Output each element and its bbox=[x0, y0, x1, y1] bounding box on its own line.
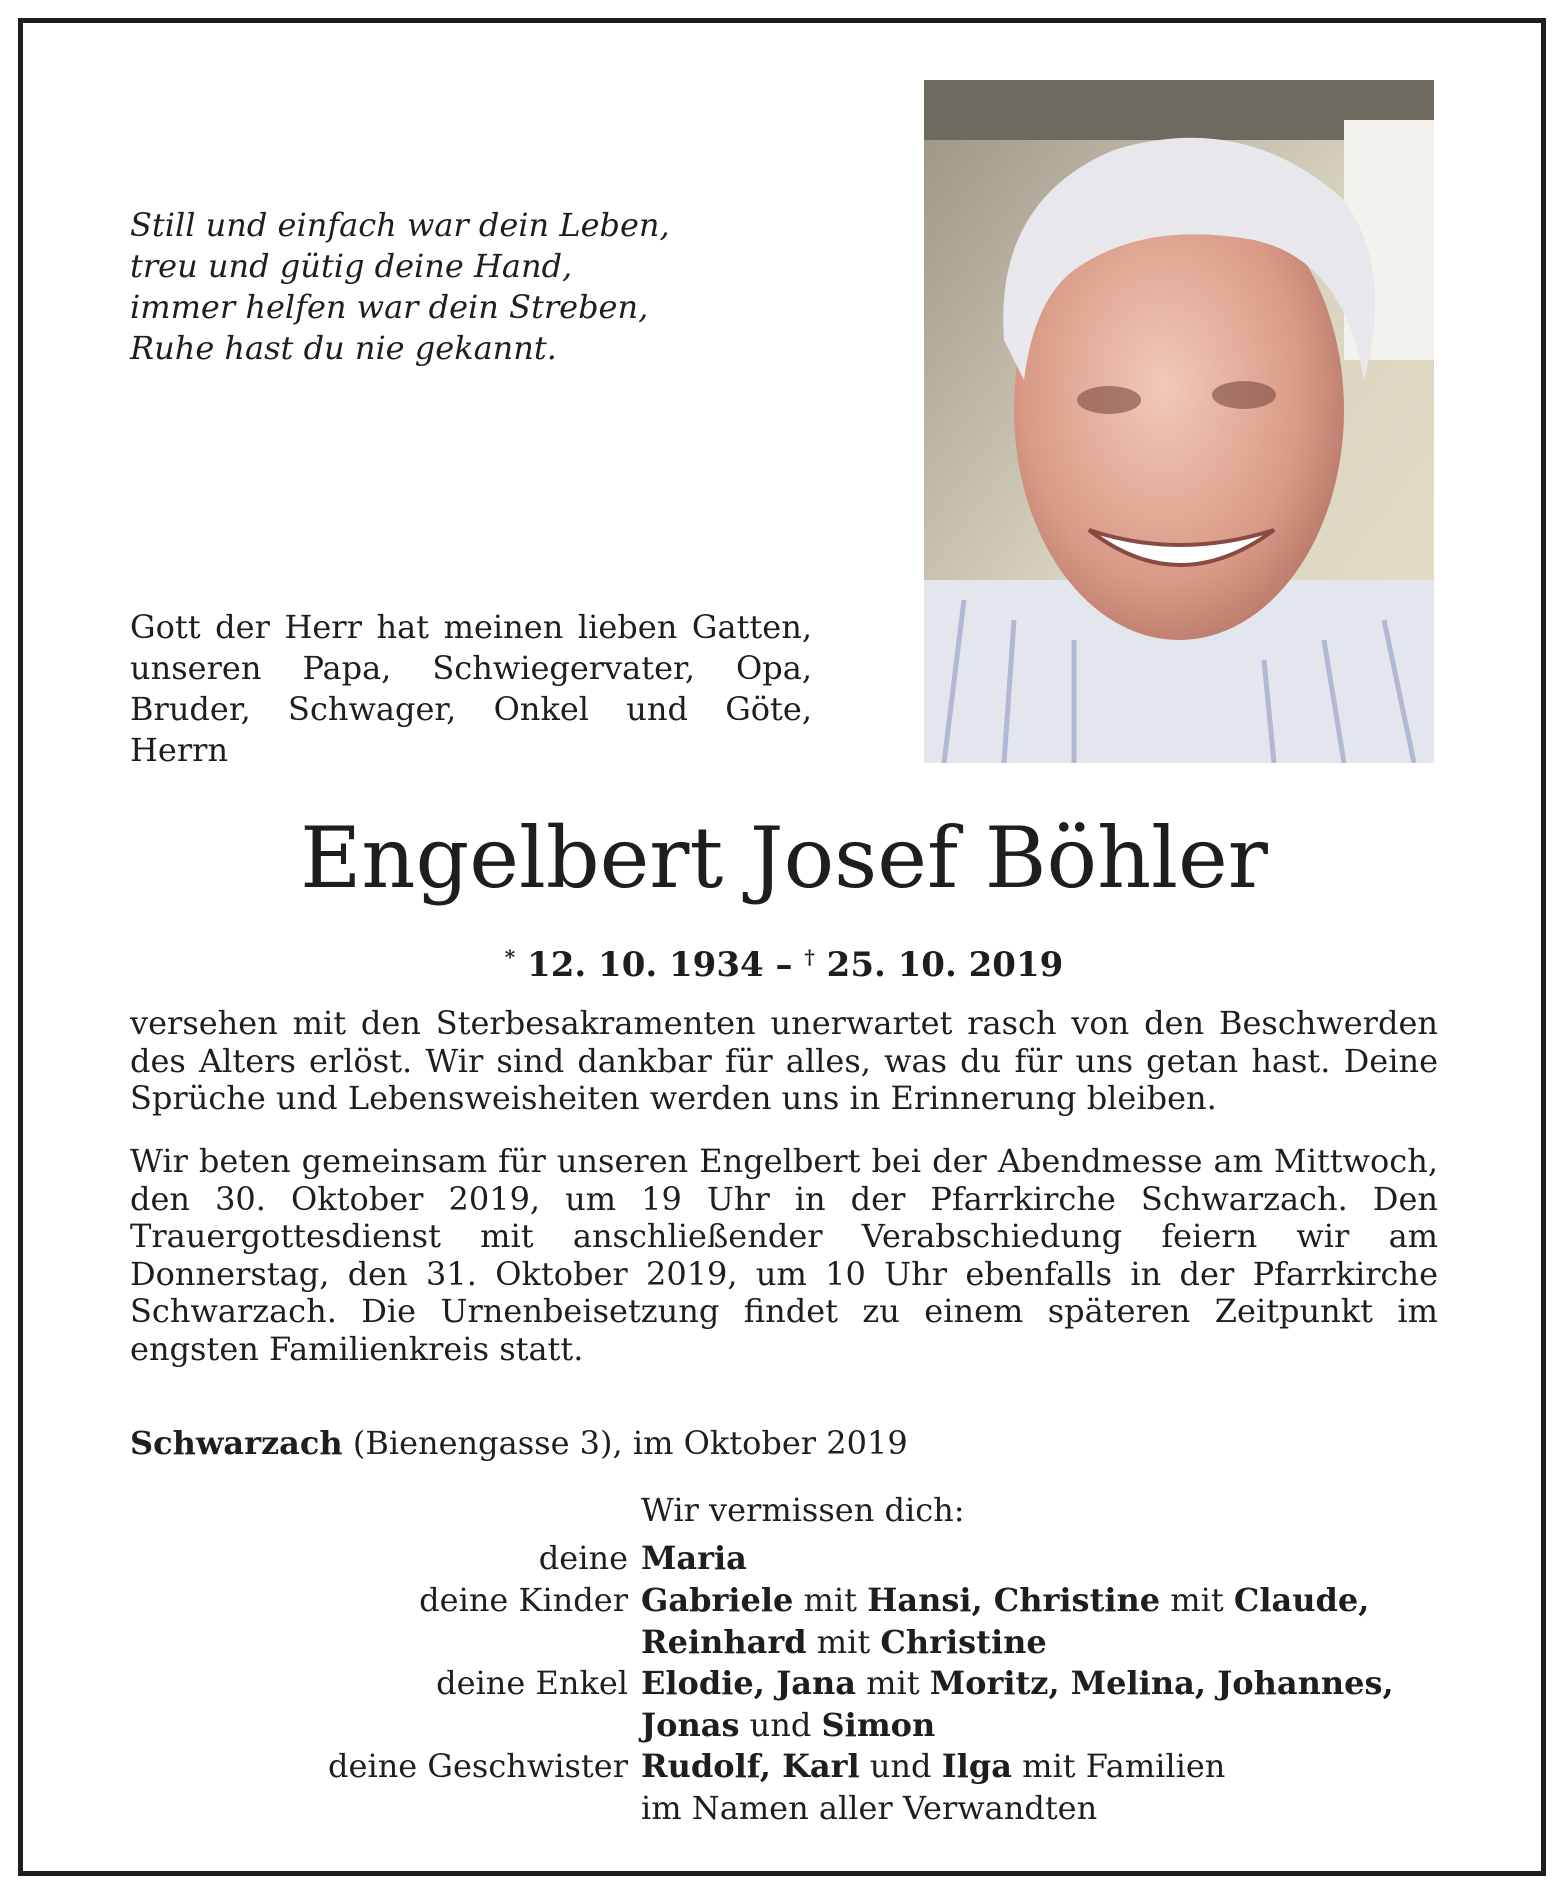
relative-name: Gabriele bbox=[641, 1581, 794, 1619]
death-date: 25. 10. 2019 bbox=[826, 945, 1064, 985]
intro-text-last: Herrn bbox=[130, 731, 229, 769]
relative-name: Ilga bbox=[941, 1747, 1012, 1785]
date-separator: – bbox=[763, 945, 805, 985]
relative-name: Christine bbox=[880, 1622, 1047, 1661]
relative-name: Moritz, Melina, Johannes, bbox=[929, 1664, 1394, 1702]
portrait-photo bbox=[924, 80, 1434, 763]
connector: mit bbox=[806, 1622, 881, 1661]
intro-text: Gott der Herr hat meinen lieben Gatten, unseren Papa, Schwiegervater, Opa, Bruder, Schwager, Onkel und Göte, bbox=[130, 608, 812, 728]
connector: und bbox=[739, 1705, 822, 1744]
town: Schwarzach bbox=[130, 1424, 343, 1462]
relative-name: Rudolf, Karl bbox=[641, 1747, 860, 1785]
announcement-paragraph: versehen mit den Sterbesakramenten unerwartet rasch von den Beschwerden des Alters erlöst. Wir sind dankbar für alles, was du für uns getan hast. Deine Sprüche und Lebensweisheiten werden uns in Erinnerung bleiben. bbox=[130, 1004, 1438, 1117]
relative-label: deine Kinder bbox=[419, 1581, 628, 1619]
relative-name: Claude, bbox=[1233, 1581, 1370, 1619]
poem-line: immer helfen war dein Streben, bbox=[130, 288, 649, 326]
death-symbol: † bbox=[804, 945, 815, 969]
connector: mit bbox=[1160, 1581, 1234, 1619]
relative-name: Elodie, Jana bbox=[641, 1664, 856, 1702]
address-and-month: (Bienengasse 3), im Oktober 2019 bbox=[342, 1424, 908, 1462]
birth-symbol: * bbox=[504, 945, 516, 969]
relative-name: Hansi, Christine bbox=[867, 1581, 1161, 1619]
birth-date: 12. 10. 1934 bbox=[527, 945, 764, 985]
relative-children bbox=[130, 1580, 1440, 1663]
relative-name: Reinhard bbox=[641, 1622, 807, 1661]
connector: und bbox=[859, 1747, 942, 1785]
poem-line: Ruhe hast du nie gekannt. bbox=[130, 329, 557, 367]
poem-line: treu und gütig deine Hand, bbox=[130, 247, 573, 285]
we-miss-you: Wir vermissen dich: bbox=[641, 1491, 965, 1529]
relative-label: deine Enkel bbox=[436, 1664, 628, 1702]
relative-label: deine Geschwister bbox=[328, 1747, 628, 1785]
poem-line: Still und einfach war dein Leben, bbox=[130, 206, 670, 244]
relative-name: Jonas bbox=[641, 1705, 740, 1744]
connector: mit Familien bbox=[1011, 1747, 1226, 1785]
relative-siblings bbox=[130, 1746, 1440, 1829]
connector: mit bbox=[793, 1581, 868, 1619]
relative-wife bbox=[130, 1538, 1440, 1580]
life-dates bbox=[0, 935, 1568, 987]
connector: mit bbox=[855, 1664, 930, 1702]
relative-label: deine bbox=[538, 1539, 628, 1577]
poem bbox=[130, 205, 670, 369]
relative-name: Simon bbox=[821, 1705, 936, 1744]
service-paragraph: Wir beten gemeinsam für unseren Engelbert bei der Abendmesse am Mittwoch, den 30. Oktober 2019, um 19 Uhr in der Pfarrkirche Schwarzach. Den Trauergottesdienst mit anschließender Verabschiedung feiern wir am Donnerstag, den 31. Oktober 2019, um 10 Uhr ebenfalls in der Pfarrkirche Schwarzach. Die Urnenbeisetzung findet zu einem späteren Zeitpunkt im engsten Familienkreis statt. bbox=[130, 1142, 1438, 1368]
relative-name: Maria bbox=[641, 1539, 747, 1577]
deceased-name: Engelbert Josef Böhler bbox=[300, 809, 1268, 907]
relative-grandchildren bbox=[130, 1663, 1440, 1746]
place-and-date bbox=[130, 1423, 908, 1463]
all-relatives-line: im Namen aller Verwandten bbox=[641, 1788, 1098, 1827]
